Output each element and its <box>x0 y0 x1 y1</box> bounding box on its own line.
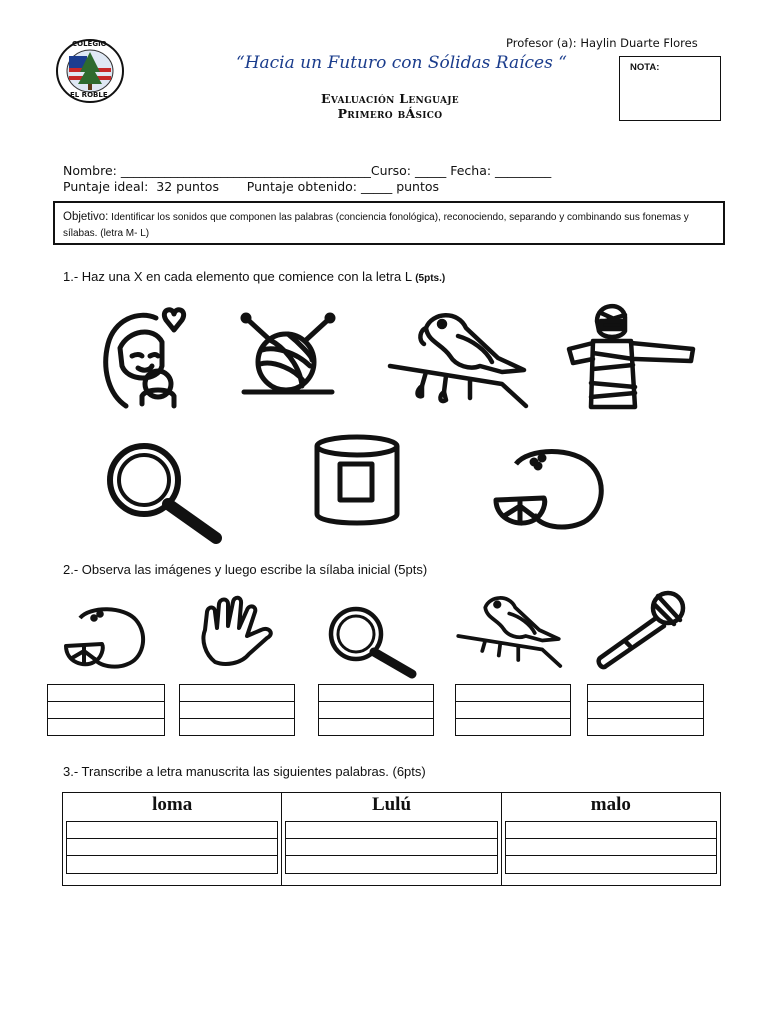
parrot-icon <box>386 306 532 410</box>
objective-text: Identificar los sonidos que componen las palabras (conciencia fonológica), reconociendo, separando y combinando sus fonemas y sílabas. (letra M- L) <box>63 212 689 239</box>
answer-box-1[interactable] <box>47 684 165 736</box>
objective-label: Objetivo: <box>63 211 109 223</box>
word-malo: malo <box>590 794 631 815</box>
parrot-icon <box>455 591 565 669</box>
student-info-line: Nombre: ________________________________________Curso: _____ Fecha: _________ <box>63 163 552 178</box>
mother-baby-icon <box>98 308 196 408</box>
grade-box <box>619 56 721 121</box>
transcription-cell-3 <box>502 793 720 885</box>
transcription-cell-1 <box>63 793 282 885</box>
transcription-box-2[interactable] <box>285 821 497 874</box>
logo-text-bottom: EL ROBLE <box>70 91 108 99</box>
page-title: Evaluación Lenguaje <box>321 91 459 106</box>
answer-box-2[interactable] <box>179 684 295 736</box>
page-subtitle: Primero bÁsico <box>337 106 443 121</box>
logo-text-top: COLEGIO <box>72 40 107 48</box>
question-1-points: (5pts.) <box>415 273 446 284</box>
word-lulu: Lulú <box>371 794 412 815</box>
yarn-ball-icon <box>240 316 336 396</box>
question-3: 3.- Transcribe a letra manuscrita las siguientes palabras. (6pts) <box>63 764 426 779</box>
score-info-line: Puntaje ideal: 32 puntos Puntaje obtenido: _____ puntos <box>63 179 440 194</box>
objective-box <box>53 201 725 245</box>
answer-box-3[interactable] <box>318 684 434 736</box>
hand-icon <box>195 598 279 668</box>
transcription-table <box>62 792 721 886</box>
grade-label: NOTA: <box>630 62 660 73</box>
transcription-cell-2 <box>282 793 501 885</box>
transcription-box-3[interactable] <box>505 821 717 874</box>
answer-box-5[interactable] <box>587 684 704 736</box>
magnifier-icon <box>104 442 226 542</box>
can-icon <box>312 434 402 526</box>
school-motto: “Hacia un Futuro con Sólidas Raíces “ <box>236 53 567 73</box>
microphone-icon <box>592 590 688 670</box>
word-loma: loma <box>152 794 193 815</box>
question-1 <box>63 269 445 284</box>
magnifier-icon <box>326 606 420 678</box>
question-1-text: 1.- Haz una X en cada elemento que comience con la letra L <box>63 269 416 284</box>
teacher-name: Profesor (a): Haylin Duarte Flores <box>506 36 698 50</box>
lemon-icon <box>494 446 608 530</box>
answer-box-4[interactable] <box>455 684 571 736</box>
lemon-icon <box>64 606 148 670</box>
mummy-icon <box>563 297 701 409</box>
question-2: 2.- Observa las imágenes y luego escribe la sílaba inicial (5pts) <box>63 562 428 577</box>
transcription-box-1[interactable] <box>66 821 278 874</box>
